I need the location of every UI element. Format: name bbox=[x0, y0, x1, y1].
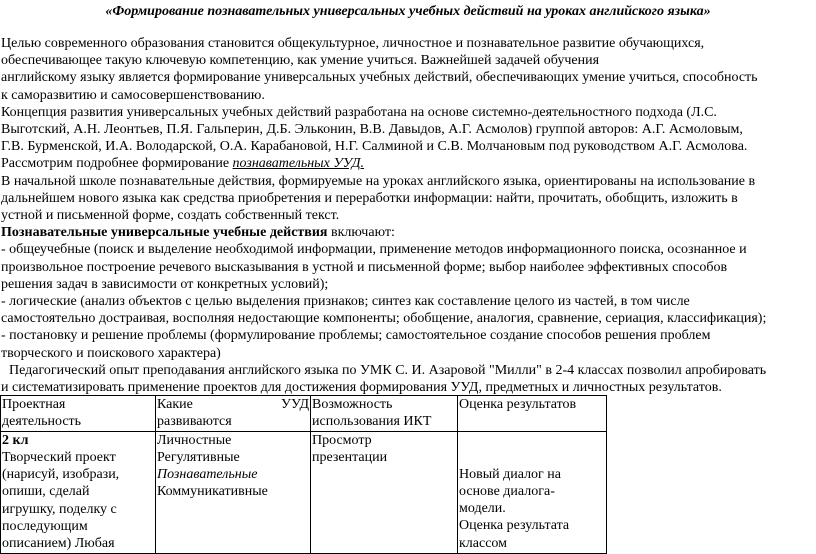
list-general-educational bbox=[1, 241, 815, 293]
cell-text: Личностные bbox=[157, 432, 232, 448]
header-text: развиваются bbox=[157, 414, 232, 430]
cell-text: основе диалога- bbox=[459, 483, 555, 499]
paragraph-concept bbox=[1, 104, 815, 173]
cell-text: Познавательные bbox=[157, 467, 258, 483]
text-line: Педагогический опыт преподавания английского языка по УМК С. И. Азаровой "Милли" в 2-4 классах позволил апробировать bbox=[9, 362, 767, 378]
projects-table bbox=[0, 395, 607, 554]
text-line: Концепция развития универсальных учебных действий разработана на основе системно-деятельностного подхода (Л.С. bbox=[1, 104, 717, 120]
header-text bbox=[157, 396, 309, 413]
cell-evaluation bbox=[458, 431, 607, 553]
cell-text: Оценка результата bbox=[459, 518, 570, 534]
header-cell-uud bbox=[156, 396, 311, 432]
table-row bbox=[1, 431, 607, 553]
text-line: В начальной школе познавательные действия, формируемые на уроках английского языка, ориентированы на использование в bbox=[1, 173, 756, 189]
cognitive-uud-link-text: познавательных УУД. bbox=[232, 156, 365, 172]
text-line: решения задач в зависимости от конкретных условий); bbox=[1, 276, 329, 292]
cell-text: Новый диалог на bbox=[459, 466, 562, 482]
text-line: самостоятельно достраивая, восполняя недостающие компоненты; обобщение, аналогия, сравнение, сериация, классификация); bbox=[1, 311, 767, 327]
cell-uud bbox=[156, 431, 311, 553]
cell-project bbox=[1, 431, 156, 553]
document-body bbox=[1, 35, 815, 396]
text-line: творческого и поискового характера) bbox=[1, 345, 221, 361]
spacer bbox=[459, 432, 605, 449]
header-text: Возможность bbox=[312, 397, 393, 412]
text-line: обеспечивающее такую ключевую компетенцию, как умение учиться. Важнейшей задачей обучения bbox=[1, 53, 600, 69]
bold-heading-text: Познавательные универсальные учебные действия bbox=[1, 225, 328, 241]
paragraph-primary-school bbox=[1, 173, 815, 225]
text-fragment: включают: bbox=[327, 225, 395, 241]
text-line: Выготский, А.Н. Леонтьев, П.Я. Гальперин, Д.Б. Эльконин, В.В. Давыдов, А.Г. Асмолов) группой авторов: А.Г. Асмоловым, bbox=[1, 122, 743, 138]
table-header-row bbox=[1, 396, 607, 432]
text-line: и систематизировать применение проектов для достижения формирования УУД, предметных и личностных результатов. bbox=[1, 380, 722, 396]
cell-text: опиши, сделай bbox=[2, 484, 90, 500]
header-text: Проектная bbox=[2, 397, 66, 412]
cell-text: последующим bbox=[2, 519, 88, 535]
header-cell-evaluation bbox=[458, 396, 607, 432]
header-text: деятельность bbox=[2, 414, 82, 430]
header-text-part: Какие bbox=[157, 397, 193, 412]
text-line: устной и письменной форме, создать собственный текст. bbox=[1, 208, 340, 224]
header-cell-ict bbox=[311, 396, 458, 432]
cell-text: классом bbox=[459, 535, 508, 551]
cell-text: игрушку, поделку с bbox=[2, 501, 117, 517]
text-line: английскому языку является формирование универсальных учебных действий, обеспечивающих умение учиться, способность bbox=[1, 70, 758, 86]
cell-text: модели. bbox=[459, 501, 506, 517]
text-line bbox=[1, 224, 815, 241]
text-line: к саморазвитию и самосовершенствованию. bbox=[1, 87, 265, 103]
header-text: использования ИКТ bbox=[312, 414, 432, 430]
text-fragment: Рассмотрим подробнее формирование bbox=[1, 156, 233, 172]
text-line bbox=[1, 155, 815, 172]
grade-label: 2 кл bbox=[2, 432, 29, 448]
list-problem-solving bbox=[1, 327, 815, 361]
document-title: «Формирование познавательных универсальных учебных действий на уроках английского языка» bbox=[105, 4, 711, 19]
text-line: - постановку и решение проблемы (формулирование проблемы; самостоятельное создание способов решения проблем bbox=[1, 328, 711, 344]
header-text-part: УУД bbox=[281, 397, 309, 412]
paragraph-includes bbox=[1, 224, 815, 241]
header-text: Оценка результатов bbox=[459, 397, 577, 412]
cell-text: Просмотр bbox=[312, 432, 372, 448]
list-logical bbox=[1, 293, 815, 327]
header-cell-project-activity bbox=[1, 396, 156, 432]
cell-text: (нарисуй, изобрази, bbox=[2, 467, 120, 483]
cell-text: Творческий проект bbox=[2, 449, 116, 465]
text-line: дальнейшем нового языка как средства приобретения и переработки информации: найти, прочитать, обобщить, изложить в bbox=[1, 190, 738, 206]
cell-text: Регулятивные bbox=[157, 449, 240, 465]
cell-text: Коммуникативные bbox=[157, 484, 268, 500]
text-line: - логические (анализ объектов с целью выделения признаков; синтез как составление целого из частей, в том числе bbox=[1, 294, 690, 310]
text-line: - общеучебные (поиск и выделение необходимой информации, применение методов информационного поиска, осознанное и bbox=[1, 242, 747, 258]
paragraph-goal bbox=[1, 35, 815, 104]
cell-text: презентации bbox=[312, 449, 388, 465]
text-line: произвольное построение речевого высказывания в устной и письменной форме; выбор наиболее эффективных способов bbox=[1, 259, 728, 275]
text-line: Г.В. Бурменской, И.А. Володарской, О.А. Карабановой, Н.Г. Салминой и С.В. Молчановым под руководством А.Г. Асмолова. bbox=[1, 139, 748, 155]
cell-ict bbox=[311, 431, 458, 553]
cell-text: описанием) Любая bbox=[2, 536, 115, 552]
text-line: Целью современного образования становится общекультурное, личностное и познавательное развитие обучающихся, bbox=[1, 36, 705, 51]
spacer bbox=[459, 449, 605, 466]
paragraph-experience bbox=[1, 362, 815, 396]
